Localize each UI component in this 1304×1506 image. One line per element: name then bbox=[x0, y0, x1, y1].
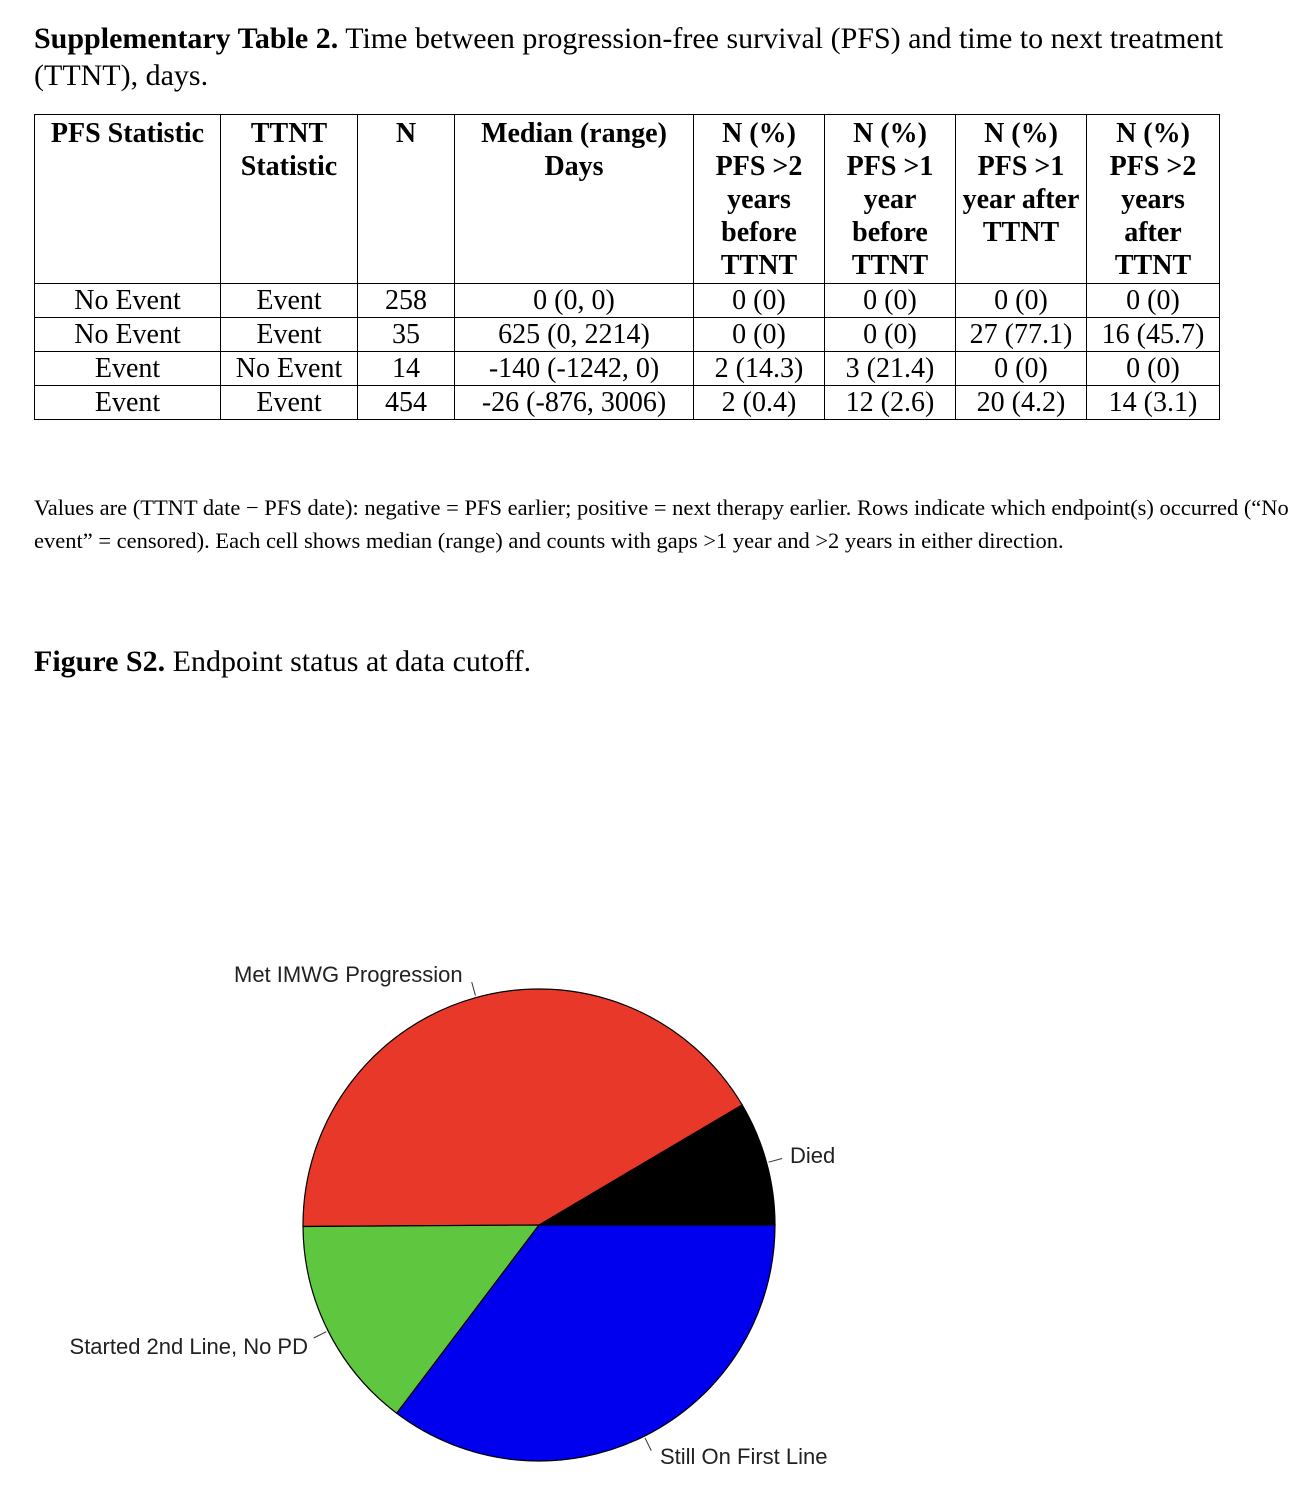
table-cell: No Event bbox=[221, 352, 358, 386]
pie-slice-label: Met IMWG Progression bbox=[234, 962, 463, 987]
table-cell: No Event bbox=[35, 284, 221, 318]
table-cell: 27 (77.1) bbox=[956, 318, 1087, 352]
header-pfs-2y-before: N (%) PFS >2 years before TTNT bbox=[694, 115, 825, 284]
endpoint-status-pie-chart bbox=[0, 930, 1000, 1490]
table-cell: 0 (0) bbox=[1087, 284, 1220, 318]
table-cell: 2 (14.3) bbox=[694, 352, 825, 386]
table-header-row bbox=[35, 115, 1220, 284]
table-row bbox=[35, 386, 1220, 420]
table-row bbox=[35, 352, 1220, 386]
figure-caption bbox=[34, 643, 531, 680]
pie-slice-label: Died bbox=[790, 1143, 836, 1168]
table-cell: Event bbox=[35, 352, 221, 386]
table-cell: 625 (0, 2214) bbox=[455, 318, 694, 352]
header-pfs-2y-after: N (%) PFS >2 years after TTNT bbox=[1087, 115, 1220, 284]
figure-caption-label: Figure S2. bbox=[34, 645, 166, 678]
table-caption-text: Time between progression-free survival (PFS) and time to next treatment (TTNT), days. bbox=[34, 22, 1224, 92]
header-pfs-1y-before: N (%) PFS >1 year before TTNT bbox=[825, 115, 956, 284]
table-cell: 20 (4.2) bbox=[956, 386, 1087, 420]
table-cell: -26 (-876, 3006) bbox=[455, 386, 694, 420]
pie-leader-line bbox=[645, 1438, 651, 1451]
header-pfs-1y-after: N (%) PFS >1 year after TTNT bbox=[956, 115, 1087, 284]
table-cell: 0 (0) bbox=[825, 318, 956, 352]
table-footnote: Values are (TTNT date − PFS date): negative = PFS earlier; positive = next therapy earlier. Rows indicate which endpoint(s) occurred (“No event” = censored). Each cell shows median (range) and counts with gaps >1 year and >2 years in either direction. bbox=[34, 495, 1289, 553]
figure-caption-text: Endpoint status at data cutoff. bbox=[165, 645, 532, 678]
table-cell: 16 (45.7) bbox=[1087, 318, 1220, 352]
table-cell: Event bbox=[221, 386, 358, 420]
pie-leader-line bbox=[314, 1332, 327, 1338]
table-caption bbox=[34, 20, 1254, 94]
table-cell: 0 (0, 0) bbox=[455, 284, 694, 318]
table-cell: 0 (0) bbox=[956, 352, 1087, 386]
header-median-range: Median (range) Days bbox=[455, 115, 694, 284]
pie-slice-label: Started 2nd Line, No PD bbox=[69, 1334, 308, 1359]
table-cell: 14 bbox=[358, 352, 455, 386]
header-ttnt-statistic: TTNT Statistic bbox=[221, 115, 358, 284]
table-cell: 12 (2.6) bbox=[825, 386, 956, 420]
table-cell: 0 (0) bbox=[694, 284, 825, 318]
table-cell: 0 (0) bbox=[1087, 352, 1220, 386]
table-cell: 258 bbox=[358, 284, 455, 318]
table-cell: Event bbox=[221, 284, 358, 318]
table-cell: 0 (0) bbox=[694, 318, 825, 352]
table-cell: Event bbox=[35, 386, 221, 420]
table-cell: -140 (-1242, 0) bbox=[455, 352, 694, 386]
pie-slice-label: Still On First Line bbox=[660, 1444, 828, 1469]
table-cell: 3 (21.4) bbox=[825, 352, 956, 386]
table-caption-label: Supplementary Table 2. bbox=[34, 22, 339, 55]
table-cell: 454 bbox=[358, 386, 455, 420]
pie-slices bbox=[303, 989, 775, 1461]
table-cell: 2 (0.4) bbox=[694, 386, 825, 420]
table-cell: 14 (3.1) bbox=[1087, 386, 1220, 420]
pie-leader-line bbox=[472, 982, 476, 995]
pie-leader-line bbox=[769, 1159, 783, 1163]
header-pfs-statistic: PFS Statistic bbox=[35, 115, 221, 284]
table-cell: 0 (0) bbox=[825, 284, 956, 318]
table-cell: No Event bbox=[35, 318, 221, 352]
table-cell: Event bbox=[221, 318, 358, 352]
table-cell: 0 (0) bbox=[956, 284, 1087, 318]
header-n: N bbox=[358, 115, 455, 284]
supplementary-table-2 bbox=[34, 114, 1220, 420]
table-row bbox=[35, 284, 1220, 318]
table-row bbox=[35, 318, 1220, 352]
table-cell: 35 bbox=[358, 318, 455, 352]
